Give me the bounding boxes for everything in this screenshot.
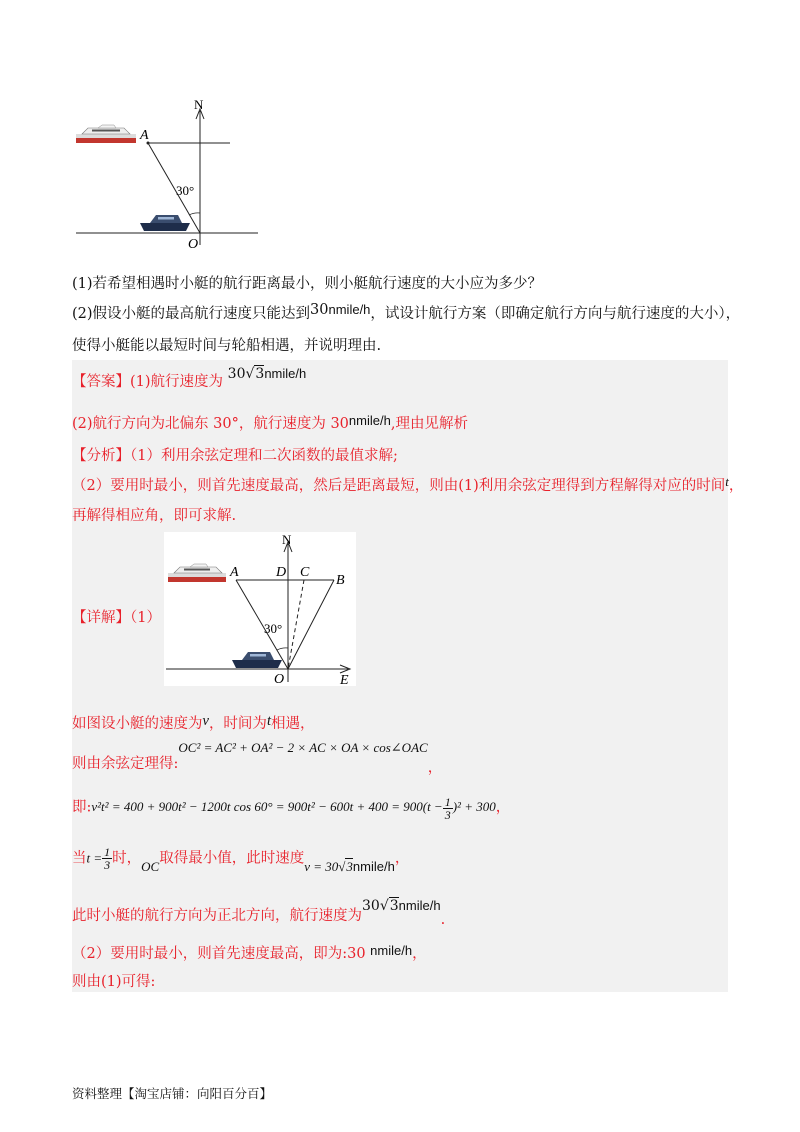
detail-line4-mid: 取得最小值，此时速度 xyxy=(159,850,305,867)
min-speed-formula: v = 30√3nmile/h xyxy=(304,858,395,874)
question-part2-line2: 使得小艇能以最短时间与轮船相遇，并说明理由. xyxy=(72,338,382,354)
fraction-denominator: 3 xyxy=(444,808,451,822)
detail-line1-b: ，时间为 xyxy=(208,716,267,732)
analysis-line2-end: ， xyxy=(728,478,744,494)
figure1-label-o: O xyxy=(188,237,199,250)
detail-header xyxy=(72,608,161,628)
detail-line3-end: ， xyxy=(495,799,511,816)
detail-line5-text: 此时小艇的航行方向为正北方向，航行速度为 xyxy=(72,908,362,924)
detail-line2 xyxy=(72,740,443,776)
figure2-label-b: B xyxy=(336,573,345,588)
ferry-ship-icon xyxy=(168,564,226,582)
answer-line1-text: (1)航行速度为 xyxy=(130,374,224,390)
answer-line2-unit: nmile/h xyxy=(348,413,391,428)
answer-tag: 【答案】 xyxy=(72,374,130,390)
north-speed-formula: 30√3nmile/h xyxy=(362,898,441,914)
speedboat-icon xyxy=(140,215,190,231)
detail-line1-t: t xyxy=(266,713,271,729)
detail-line3-text: 即: xyxy=(72,799,92,816)
detail-line1-a: 如图设小艇的速度为 xyxy=(72,716,203,732)
question-part2 xyxy=(72,304,740,324)
ferry-ship-icon xyxy=(76,125,136,143)
detail-line1-v: v xyxy=(202,713,209,729)
distance-formula-part-b: )² + 300 xyxy=(452,799,496,815)
distance-expansion-formula xyxy=(91,795,496,822)
figure2-label-e: E xyxy=(340,673,349,686)
question-part2-speed-value: 30 xyxy=(310,302,329,318)
figure1-label-north: N xyxy=(194,97,204,112)
figure2-label-angle: 30° xyxy=(264,621,283,636)
analysis-line1 xyxy=(72,446,398,466)
fraction-denominator: 3 xyxy=(104,858,111,872)
detail-line1 xyxy=(72,714,314,734)
distance-formula-part-a: v²t² = 400 + 900t² − 1200t cos 60° = 900t² − 600t + 400 = 900(t − xyxy=(91,799,443,815)
detail-line6-unit: nmile/h xyxy=(370,943,413,958)
detail-line7: 则由(1)可得: xyxy=(72,974,156,990)
detail-line4 xyxy=(72,845,410,874)
min-speed-radicand: 3 xyxy=(346,858,353,874)
fraction-numerator: 1 xyxy=(104,845,111,859)
detail-line4-oc: OC xyxy=(141,858,160,874)
north-speed-coeff: 30 xyxy=(362,898,380,914)
question-part1: (1)若希望相遇时小艇的航行距离最小，则小艇航行速度的大小应为多少？ xyxy=(72,276,543,292)
analysis-line2-var: t xyxy=(725,474,729,489)
detail-line5-end: . xyxy=(440,912,446,928)
fraction-numerator: 1 xyxy=(444,795,451,809)
analysis-line3: 再解得相应角，即可求解. xyxy=(72,508,237,524)
one-third-fraction xyxy=(443,796,453,821)
detail-line3 xyxy=(72,796,510,821)
t-one-third-fraction xyxy=(102,846,112,871)
min-speed-unit: nmile/h xyxy=(352,858,395,874)
detail-tag: 【详解】 xyxy=(72,610,130,626)
detail-line5 xyxy=(72,898,446,928)
analysis-line1-text: （1）利用余弦定理和二次函数的最值求解; xyxy=(130,448,398,464)
figure-2 xyxy=(164,532,356,686)
answer-speed-unit: nmile/h xyxy=(264,366,307,381)
answer-line2 xyxy=(72,414,468,434)
figure2-label-c: C xyxy=(300,565,310,580)
detail-line6-end: ， xyxy=(412,946,427,962)
analysis-line2-text: （2）要用时最小，则首先速度最高，然后是距离最短，则由(1)利用余弦定理得到方程解得对应的时间 xyxy=(72,478,726,494)
page-footer: 资料整理【淘宝店铺：向阳百分百】 xyxy=(72,1086,273,1101)
north-speed-unit: nmile/h xyxy=(398,898,441,913)
answer-line2-text: (2)航行方向为北偏东 30°，航行速度为 30 xyxy=(72,416,349,432)
analysis-tag: 【分析】 xyxy=(72,448,130,464)
figure2-label-o: O xyxy=(274,672,285,686)
cosine-law-formula: OC² = AC² + OA² − 2 × AC × OA × cos∠OAC xyxy=(178,740,428,755)
detail-part: （1） xyxy=(130,610,161,626)
min-speed-v: v = 30 xyxy=(304,858,339,874)
answer-speed-coeff: 30 xyxy=(227,366,246,382)
answer-line2-suffix: ,理由见解析 xyxy=(390,416,468,432)
detail-line2-text: 则由余弦定理得: xyxy=(72,756,179,772)
figure1-label-angle: 30° xyxy=(176,183,195,198)
question-part2-prefix: (2)假设小艇的最高航行速度只能达到 xyxy=(72,306,311,322)
detail-line6-text: （2）要用时最小，则首先速度最高，即为:30 xyxy=(72,946,366,962)
figure2-label-a: A xyxy=(230,565,239,580)
detail-line4-shi: 时， xyxy=(112,850,142,867)
answer-speed-formula: 30√3nmile/h xyxy=(227,366,307,382)
analysis-line2 xyxy=(72,476,743,496)
speedboat-icon xyxy=(232,652,282,668)
detail-line4-when: 当 xyxy=(72,850,87,867)
detail-line6 xyxy=(72,944,427,964)
detail-line4-t: t = xyxy=(86,850,103,866)
detail-line4-end: ， xyxy=(394,850,410,867)
question-part2-speed-unit: nmile/h xyxy=(328,302,371,317)
question-part2-suffix: ，试设计航行方案（即确定航行方向与航行速度的大小）， xyxy=(370,306,741,322)
answer-speed-radicand: 3 xyxy=(255,366,265,382)
detail-line1-c: 相遇， xyxy=(270,716,315,732)
north-speed-radicand: 3 xyxy=(389,898,399,914)
figure1-label-a: A xyxy=(140,128,149,143)
figure2-label-north: N xyxy=(282,532,292,547)
figure2-label-d: D xyxy=(276,565,287,580)
figure-1 xyxy=(70,95,270,250)
answer-line1 xyxy=(72,366,307,392)
detail-line2-end: ， xyxy=(427,760,443,776)
